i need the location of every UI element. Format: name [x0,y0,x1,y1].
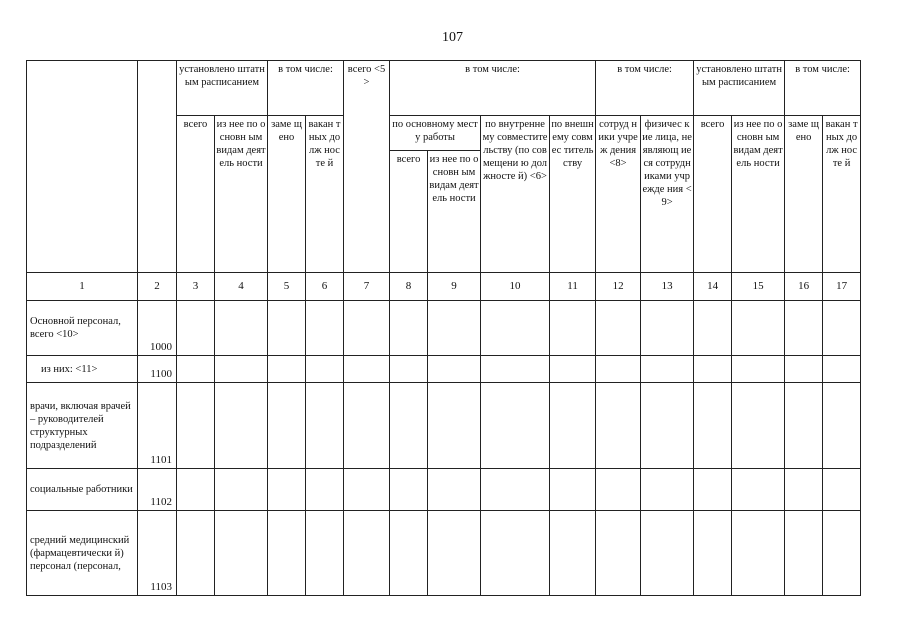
header-blank-col2 [138,61,177,273]
row-code: 1103 [138,511,177,596]
table-cell [823,469,861,511]
table-cell [596,383,641,469]
header-including-12-13: в том числе: [596,61,694,116]
table-cell [596,301,641,356]
header-c8: всего [390,151,428,273]
table-row [27,356,861,383]
column-number: 9 [428,273,481,301]
header-c14: всего [694,116,732,273]
table-cell [268,383,306,469]
table-cell [596,511,641,596]
table-cell [732,301,785,356]
header-including-8-11: в том числе: [390,61,596,116]
column-number: 3 [177,273,215,301]
table-cell [177,383,215,469]
table-cell [481,383,550,469]
table-cell [215,301,268,356]
table-cell [390,469,428,511]
row-label: из них: <11> [27,356,138,383]
column-number: 8 [390,273,428,301]
header-c4: из нее по основн ым видам деятель ности [215,116,268,273]
table-row [27,383,861,469]
table-cell [344,469,390,511]
table-cell [481,356,550,383]
table-cell [177,511,215,596]
header-c13: физичес кие лица, не являющ иеся сотрудн иками учрежде ния <9> [641,116,694,273]
row-code: 1102 [138,469,177,511]
table-cell [481,469,550,511]
row-label: социальные работники [27,469,138,511]
table-cell [550,301,596,356]
table-cell [344,301,390,356]
header-total-7: всего <5> [344,61,390,273]
table-cell [344,511,390,596]
header-staff-schedule-14-15: установлено штатным расписанием [694,61,785,116]
header-c10: по внутренне му совместите льству (по совмещени ю должносте й) <6> [481,116,550,273]
column-number: 11 [550,273,596,301]
table-cell [732,511,785,596]
table-cell [390,356,428,383]
column-number: 13 [641,273,694,301]
table-cell [785,469,823,511]
table-cell [550,469,596,511]
row-label: средний медицинский (фармацевтически й) персонал (персонал, [27,511,138,596]
table-cell [732,356,785,383]
table-cell [390,383,428,469]
table-row [27,469,861,511]
table-cell [641,511,694,596]
table-row [27,301,861,356]
table-cell [823,511,861,596]
table-row [27,511,861,596]
table-cell [823,383,861,469]
table-cell [481,301,550,356]
header-c3: всего [177,116,215,273]
table-cell [641,356,694,383]
table-cell [215,356,268,383]
header-c11: по внешн ему совмес титель ству [550,116,596,273]
table-cell [550,356,596,383]
row-code: 1101 [138,383,177,469]
table-cell [694,301,732,356]
table-cell [428,356,481,383]
table-cell [268,469,306,511]
column-number: 6 [306,273,344,301]
table-cell [268,511,306,596]
table-cell [823,301,861,356]
table-cell [641,301,694,356]
table-cell [215,469,268,511]
column-number: 12 [596,273,641,301]
table-cell [215,383,268,469]
staffing-table [26,60,861,596]
table-cell [785,511,823,596]
table-cell [694,469,732,511]
table-cell [694,383,732,469]
column-number: 17 [823,273,861,301]
column-number: 2 [138,273,177,301]
table-cell [550,511,596,596]
row-label: врачи, включая врачей – руководителей структурных подразделений [27,383,138,469]
table-cell [785,301,823,356]
header-including-16-17: в том числе: [785,61,861,116]
table-cell [306,383,344,469]
table-cell [177,356,215,383]
header-c12: сотруд ники учреж дения <8> [596,116,641,273]
column-number: 7 [344,273,390,301]
table-cell [344,383,390,469]
header-main-job: по основному месту работы [390,116,481,151]
table-cell [306,356,344,383]
table-cell [344,356,390,383]
table-cell [428,383,481,469]
table-cell [306,511,344,596]
table-cell [785,356,823,383]
header-c17: вакан тных долж носте й [823,116,861,273]
column-number: 16 [785,273,823,301]
table-cell [177,301,215,356]
table-cell [732,469,785,511]
header-blank-col1 [27,61,138,273]
column-number: 14 [694,273,732,301]
header-c15: из нее по основн ым видам деятель ности [732,116,785,273]
table-cell [785,383,823,469]
table-cell [641,469,694,511]
table-cell [481,511,550,596]
header-c9: из нее по основн ым видам деятель ности [428,151,481,273]
table-cell [177,469,215,511]
header-c16: заме щено [785,116,823,273]
table-cell [428,469,481,511]
table-cell [823,356,861,383]
column-number: 15 [732,273,785,301]
table-cell [428,301,481,356]
row-code: 1100 [138,356,177,383]
table-cell [390,301,428,356]
row-label: Основной персонал, всего <10> [27,301,138,356]
column-number: 10 [481,273,550,301]
column-number: 5 [268,273,306,301]
header-c5: заме щено [268,116,306,273]
table-cell [596,356,641,383]
page-number: 107 [442,30,463,45]
header-including-5-6: в том числе: [268,61,344,116]
header-staff-schedule: установлено штатным расписанием [177,61,268,116]
column-number: 1 [27,273,138,301]
table-cell [215,511,268,596]
table-cell [390,511,428,596]
table-cell [428,511,481,596]
table-cell [596,469,641,511]
table-cell [694,511,732,596]
table-cell [732,383,785,469]
table-cell [268,301,306,356]
table-cell [306,469,344,511]
table-cell [641,383,694,469]
table-cell [306,301,344,356]
header-c6: вакан тных долж носте й [306,116,344,273]
table-cell [694,356,732,383]
table-cell [550,383,596,469]
row-code: 1000 [138,301,177,356]
column-number: 4 [215,273,268,301]
table-cell [268,356,306,383]
